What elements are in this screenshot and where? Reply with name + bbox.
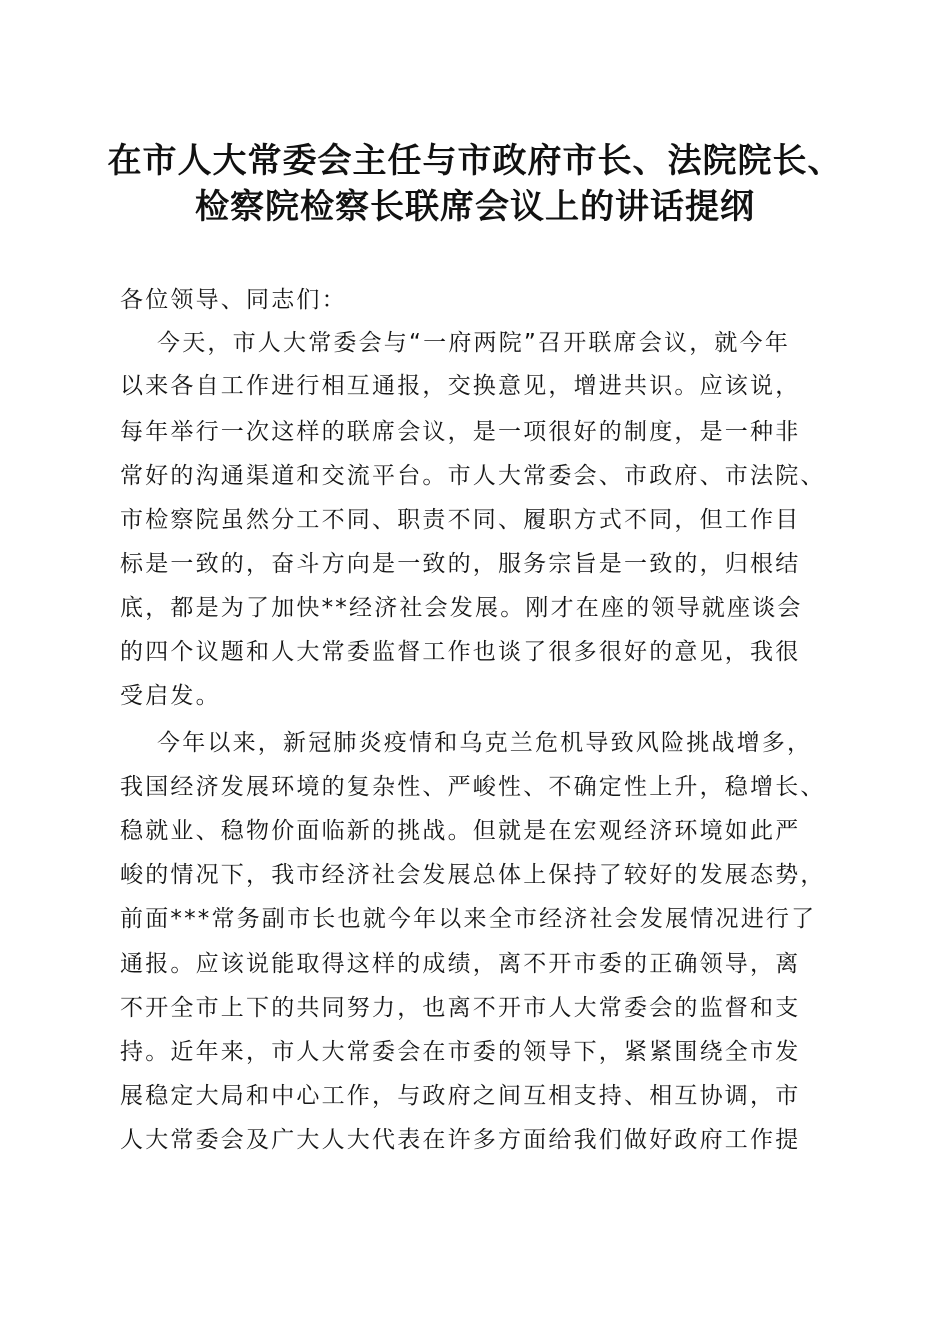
paragraph-1-line: 常好的沟通渠道和交流平台。市人大常委会、市政府、市法院、 [120, 463, 826, 489]
paragraph-1-line: 的四个议题和人大常委监督工作也谈了很多很好的意见，我很 [120, 639, 801, 665]
paragraph-1-line: 今天，市人大常委会与“一府两院”召开联席会议，就今年 [157, 330, 791, 356]
paragraph-2-line: 持。近年来，市人大常委会在市委的领导下，紧紧围绕全市发 [120, 1039, 801, 1065]
paragraph-1-line: 以来各自工作进行相互通报，交换意见，增进共识。应该说， [120, 373, 801, 399]
paragraph-1-line: 底，都是为了加快**经济社会发展。刚才在座的领导就座谈会 [120, 595, 803, 621]
paragraph-2-line: 人大常委会及广大人大代表在许多方面给我们做好政府工作提 [120, 1127, 801, 1153]
paragraph-2-line: 展稳定大局和中心工作，与政府之间互相支持、相互协调，市 [120, 1083, 801, 1109]
paragraph-1-line: 受启发。 [120, 683, 221, 709]
paragraph-1-line: 标是一致的，奋斗方向是一致的，服务宗旨是一致的，归根结 [120, 551, 801, 577]
paragraph-1-line: 市检察院虽然分工不同、职责不同、履职方式不同，但工作目 [120, 507, 801, 533]
document-title-line-1: 在市人大常委会主任与市政府市长、法院院长、 [107, 141, 843, 181]
paragraph-2-line: 今年以来，新冠肺炎疫情和乌克兰危机导致风险挑战增多， [157, 730, 813, 756]
paragraph-2-line: 峻的情况下，我市经济社会发展总体上保持了较好的发展态势， [120, 862, 826, 888]
paragraph-1-line: 每年举行一次这样的联席会议，是一项很好的制度，是一种非 [120, 419, 801, 445]
paragraph-2-line: 我国经济发展环境的复杂性、严峻性、不确定性上升，稳增长、 [120, 774, 826, 800]
paragraph-2-line: 稳就业、稳物价面临新的挑战。但就是在宏观经济环境如此严 [120, 818, 801, 844]
paragraph-2-line: 前面***常务副市长也就今年以来全市经济社会发展情况进行了 [120, 906, 817, 932]
document-title-line-2: 检察院检察长联席会议上的讲话提纲 [195, 187, 755, 227]
salutation: 各位领导、同志们： [120, 287, 347, 313]
paragraph-2-line: 不开全市上下的共同努力，也离不开市人大常委会的监督和支 [120, 995, 801, 1021]
paragraph-2-line: 通报。应该说能取得这样的成绩，离不开市委的正确领导，离 [120, 951, 801, 977]
